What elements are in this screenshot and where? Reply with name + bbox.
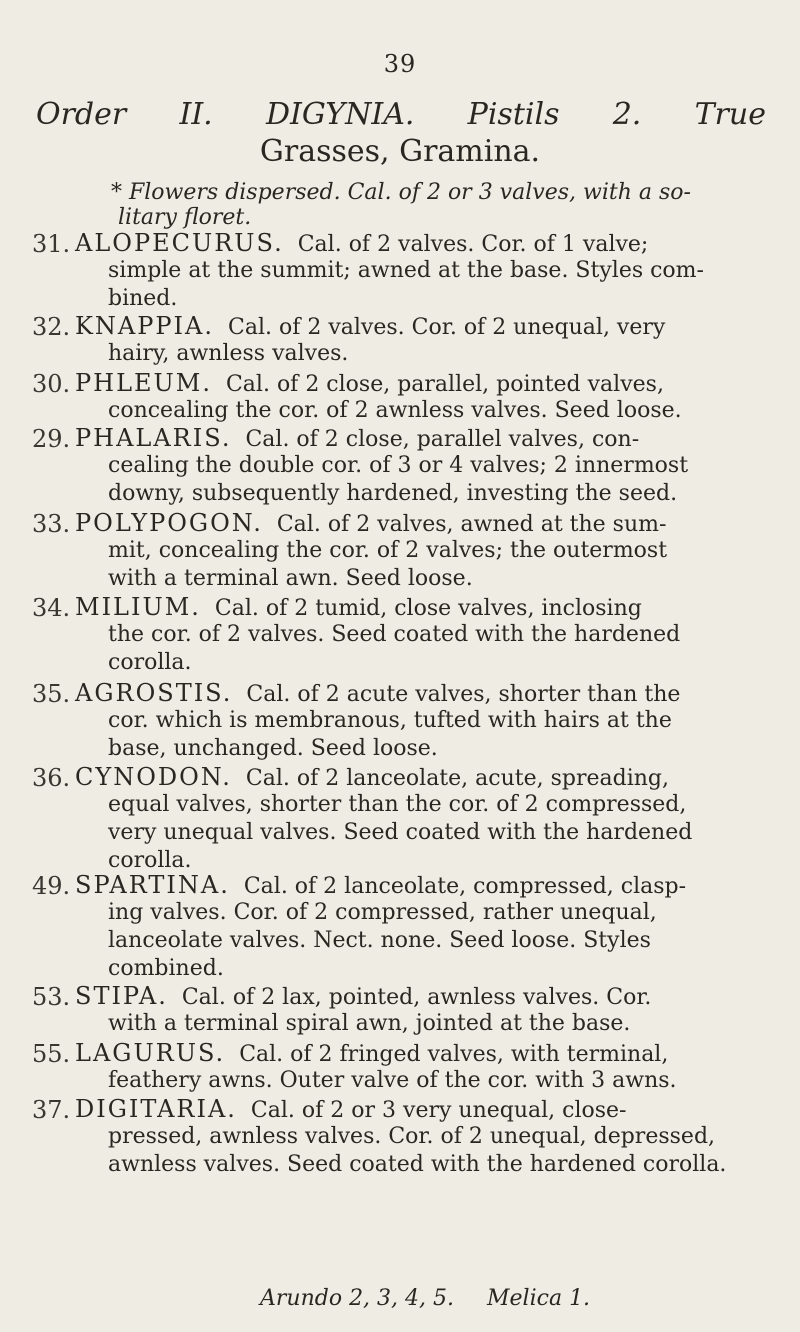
entry-text-line-2: hairy, awnless valves. [108,341,349,366]
entry-text-line-3: awnless valves. Seed coated with the hardened corolla. [108,1152,727,1177]
entry-text-line-1: Cal. of 2 valves. Cor. of 1 valve; [297,232,649,257]
order-heading: Order II. DIGYNIA. Pistils 2. True [36,97,766,132]
entry-first-line [75,230,769,258]
entry-number: 29. [32,425,71,453]
entry-number: 53. [32,983,71,1011]
entry-first-line [75,510,769,538]
entry-number: 33. [32,510,71,538]
entry-text-line-2: with a terminal spiral awn, jointed at the base. [108,1011,631,1036]
entry-text-line-4: corolla. [108,848,192,873]
entry-text-line-1: Cal. of 2 close, parallel, pointed valves, [225,372,664,397]
entry-text-line-2: the cor. of 2 valves. Seed coated with the hardened [108,622,681,647]
entry-text-line-4: combined. [108,956,224,981]
section-intro [111,180,771,230]
genus-name: KNAPPIA. [75,312,214,340]
entry-number: 49. [32,872,71,900]
entry-number: 35. [32,680,71,708]
entry-first-line [75,1096,769,1124]
entry-text-line-3: downy, subsequently hardened, investing the seed. [108,481,678,506]
genus-name: PHLEUM. [75,369,212,397]
entry-first-line [75,680,769,708]
genus-name: SPARTINA. [75,871,230,899]
entry-text-line-3: base, unchanged. Seed loose. [108,736,438,761]
entry-first-line [75,425,769,453]
entry-text-line-2: cealing the double cor. of 3 or 4 valves; 2 innermost [108,453,689,478]
order-subheading: Grasses, Gramina. [259,134,541,169]
entry-text-line-2: concealing the cor. of 2 awnless valves. Seed loose. [108,398,682,423]
entry-first-line [75,370,769,398]
entry-number: 30. [32,370,71,398]
intro-line-2: litary floret. [118,205,252,230]
entry-text-line-1: Cal. of 2 valves. Cor. of 2 unequal, very [228,315,666,340]
genus-name: DIGITARIA. [75,1095,237,1123]
entry-text-line-2: mit, concealing the cor. of 2 valves; the outermost [108,538,668,563]
entry-first-line [75,594,769,622]
entry-text-line-2: cor. which is membranous, tufted with hairs at the [108,708,672,733]
entry-text-line-3: very unequal valves. Seed coated with the hardened [108,820,693,845]
entry-text-line-3: corolla. [108,650,192,675]
entry-text-line-3: bined. [108,286,178,311]
entry-text-line-2: simple at the summit; awned at the base. Styles com- [108,258,704,283]
footer-melica: Melica 1. [487,1286,591,1311]
entry-number: 55. [32,1040,71,1068]
entry-first-line [75,764,769,792]
entry-text-line-2: feathery awns. Outer valve of the cor. with 3 awns. [108,1068,677,1093]
page-number: 39 [383,50,417,78]
entry-text-line-1: Cal. of 2 close, parallel valves, con- [245,427,640,452]
genus-name: PHALARIS. [75,424,232,452]
entry-number: 32. [32,313,71,341]
footer-arundo: Arundo 2, 3, 4, 5. [260,1286,455,1311]
genus-name: POLYPOGON. [75,509,263,537]
entry-text-line-1: Cal. of 2 lanceolate, acute, spreading, [245,766,669,791]
entry-text-line-2: ing valves. Cor. of 2 compressed, rather unequal, [108,900,657,925]
genus-name: STIPA. [75,982,168,1010]
entry-text-line-1: Cal. of 2 valves, awned at the sum- [276,512,667,537]
entry-text-line-2: equal valves, shorter than the cor. of 2 compressed, [108,792,687,817]
footer-note [260,1286,780,1311]
entry-first-line [75,313,769,341]
genus-name: AGROSTIS. [75,679,233,707]
entry-number: 37. [32,1096,71,1124]
entry-text-line-1: Cal. of 2 or 3 very unequal, close- [250,1098,627,1123]
entry-text-line-1: Cal. of 2 tumid, close valves, inclosing [214,596,642,621]
genus-name: MILIUM. [75,593,201,621]
entry-text-line-1: Cal. of 2 lax, pointed, awnless valves. Cor. [181,985,652,1010]
entry-text-line-1: Cal. of 2 lanceolate, compressed, clasp- [243,874,687,899]
entry-text-line-3: with a terminal awn. Seed loose. [108,566,473,591]
entry-text-line-2: pressed, awnless valves. Cor. of 2 unequal, depressed, [108,1124,716,1149]
entry-number: 36. [32,764,71,792]
genus-name: CYNODON. [75,763,232,791]
entry-first-line [75,872,769,900]
intro-line-1: * Flowers dispersed. Cal. of 2 or 3 valves, with a so- [111,180,691,205]
entry-text-line-1: Cal. of 2 fringed valves, with terminal, [239,1042,669,1067]
entry-text-line-1: Cal. of 2 acute valves, shorter than the [246,682,681,707]
genus-name: ALOPECURUS. [75,229,284,257]
entry-text-line-3: lanceolate valves. Nect. none. Seed loose. Styles [108,928,651,953]
entry-first-line [75,1040,769,1068]
entry-number: 34. [32,594,71,622]
entry-first-line [75,983,769,1011]
genus-name: LAGURUS. [75,1039,226,1067]
entry-number: 31. [32,230,71,258]
